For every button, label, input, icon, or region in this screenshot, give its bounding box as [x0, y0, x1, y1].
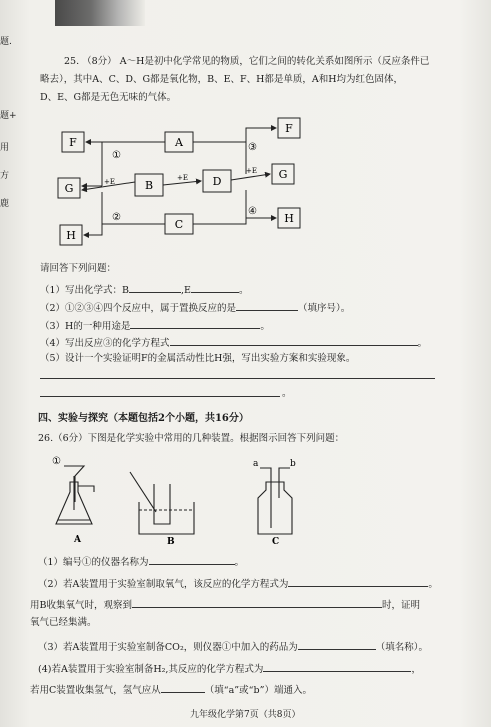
q25-sub1-end: 。	[239, 285, 249, 296]
q26-sub3	[38, 638, 428, 654]
answer-blank-h2-equation[interactable]	[263, 660, 411, 672]
plus-e-label-1: +E	[104, 178, 115, 186]
q26-sub2	[38, 575, 438, 591]
answer-blank-o2-equation[interactable]	[288, 575, 428, 587]
reaction-1-label: ①	[112, 150, 121, 161]
q25-sub5-end: 。	[282, 388, 292, 399]
box-A-label: A	[175, 136, 183, 149]
q25-sub1-text: （1）写出化学式：B	[40, 285, 130, 296]
answer-blank-reagent[interactable]	[298, 638, 376, 650]
q25-score: （8分）	[82, 56, 117, 67]
box-G1-label: G	[64, 182, 74, 195]
q26-sub4-text: (4)若A装置用于实验室制备H₂,其反应的化学方程式为	[38, 664, 264, 675]
edge-mark-2: 用	[0, 143, 10, 153]
port-b-label: b	[290, 459, 296, 469]
box-B-label: B	[144, 179, 154, 192]
box-H1-label: H	[66, 229, 76, 242]
q26-sub3-end: （填名称）。	[375, 642, 429, 653]
edge-mark-1: 题+	[0, 111, 17, 121]
q26-sub4-end: （填“a”或“b”）端通入。	[204, 685, 312, 696]
answer-blank-observation[interactable]	[132, 596, 382, 608]
q25-sub3	[40, 317, 270, 333]
q25-sub5: （5）设计一个实验证明F的金属活动性比H强，写出实验方案和实验现象。	[40, 353, 356, 364]
gas-bottle-c	[258, 482, 292, 534]
plus-e-label-2: +E	[177, 174, 188, 182]
box-C-label: C	[174, 218, 184, 231]
q26-sub4-cont	[30, 681, 312, 697]
q25-sub4-end: 。	[417, 338, 428, 349]
q26-sub4-comma: ，	[411, 664, 421, 675]
q26-sub1-end: 。	[234, 557, 245, 568]
q26-sub4-collect: 若用C装置收集氢气，氢气应从	[30, 685, 161, 696]
reaction-4-label: ④	[248, 206, 257, 217]
q26-sub2-end2: 氧气已经集满。	[30, 617, 97, 628]
q26-sub2-observe: 用B收集氧气时，观察到	[30, 600, 132, 611]
apparatus-a-label: A	[74, 535, 81, 544]
section-4-title: 四、实验与探究（本题包括2个小题，共16分）	[38, 413, 249, 424]
plus-e-label-3: +E	[246, 167, 257, 175]
answer-blank-use[interactable]	[130, 317, 260, 329]
box-F1-label: F	[69, 136, 77, 149]
trough-b	[139, 502, 194, 534]
reaction-2-label: ②	[112, 212, 121, 223]
q26-sub2-proof: 时，证明	[381, 600, 420, 611]
q25-sub2	[40, 299, 350, 315]
q26-sub1-text: （1）编号①的仪器名称为	[38, 557, 149, 568]
answer-blank-equation[interactable]	[170, 334, 418, 346]
q26-stem: 26.（6分）下图是化学实验中常用的几种装置。根据图示回答下列问题：	[38, 433, 345, 444]
q25-prompt: 请回答下列问题：	[40, 263, 117, 274]
q25-stem-line2: 略去），其中A、C、D、G都是氧化物，B、E、F、H都是单质，A和H均为红色固体，	[40, 74, 404, 85]
q25-stem-line3: D、E、G都是无色无味的气体。	[40, 92, 177, 103]
q25-sub3-text: （3）H的一种用途是	[40, 321, 131, 332]
q26-sub2-text: （2）若A装置用于实验室制取氧气，该反应的化学方程式为	[38, 579, 289, 590]
edge-text: 题.	[0, 37, 12, 47]
port-a-label: a	[253, 459, 259, 469]
answer-blank-port[interactable]	[161, 681, 205, 693]
q25-sub1-e: ,E	[181, 285, 191, 296]
gas-jar-b	[154, 484, 170, 524]
q25-diagram	[40, 110, 320, 255]
box-F2-label: F	[285, 122, 293, 135]
q25-sub4	[40, 334, 427, 350]
answer-blank-e[interactable]	[191, 281, 239, 293]
apparatus-figure	[44, 452, 324, 544]
answer-blank-b[interactable]	[129, 281, 181, 293]
answer-blank-instrument[interactable]	[149, 553, 235, 565]
reaction-3-label: ③	[248, 142, 257, 153]
q25-sub3-end: 。	[260, 321, 270, 332]
apparatus-c-label: C	[272, 537, 280, 544]
q25-sub2-text: （2）①②③④四个反应中，属于置换反应的是	[40, 303, 237, 314]
answer-line-2[interactable]	[40, 396, 280, 397]
box-G2-label: G	[278, 168, 288, 181]
box-D-label: D	[212, 175, 222, 188]
q25-sub1	[40, 281, 249, 297]
binding-shadow	[55, 0, 145, 26]
page-footer: 九年级化学第7页（共8页）	[190, 710, 301, 720]
q25-stem-line1	[64, 55, 429, 68]
edge-mark-3: 方	[0, 171, 10, 181]
q26-sub2-cont	[30, 596, 420, 612]
answer-blank-reaction[interactable]	[236, 299, 298, 311]
q25-sub2-end: （填序号）。	[298, 303, 351, 314]
box-H2-label: H	[284, 212, 294, 225]
q25-sub4-text: （4）写出反应③的化学方程式	[40, 338, 170, 349]
q26-sub4	[38, 660, 421, 676]
q26-sub2-end: 。	[428, 579, 438, 590]
apparatus-b-label: B	[167, 537, 175, 544]
answer-line-1[interactable]	[40, 378, 435, 379]
edge-mark-4: 鹿	[0, 199, 10, 209]
q26-sub1	[38, 553, 244, 569]
circle-1-label: ①	[52, 456, 61, 467]
q25-number: 25.	[64, 56, 80, 67]
q25-stem1: A～H是初中化学常见的物质，它们之间的转化关系如图所示（反应条件已	[119, 56, 430, 67]
q26-sub3-text: （3）若A装置用于实验室制备CO₂，则仪器①中加入的药品为	[38, 642, 298, 653]
